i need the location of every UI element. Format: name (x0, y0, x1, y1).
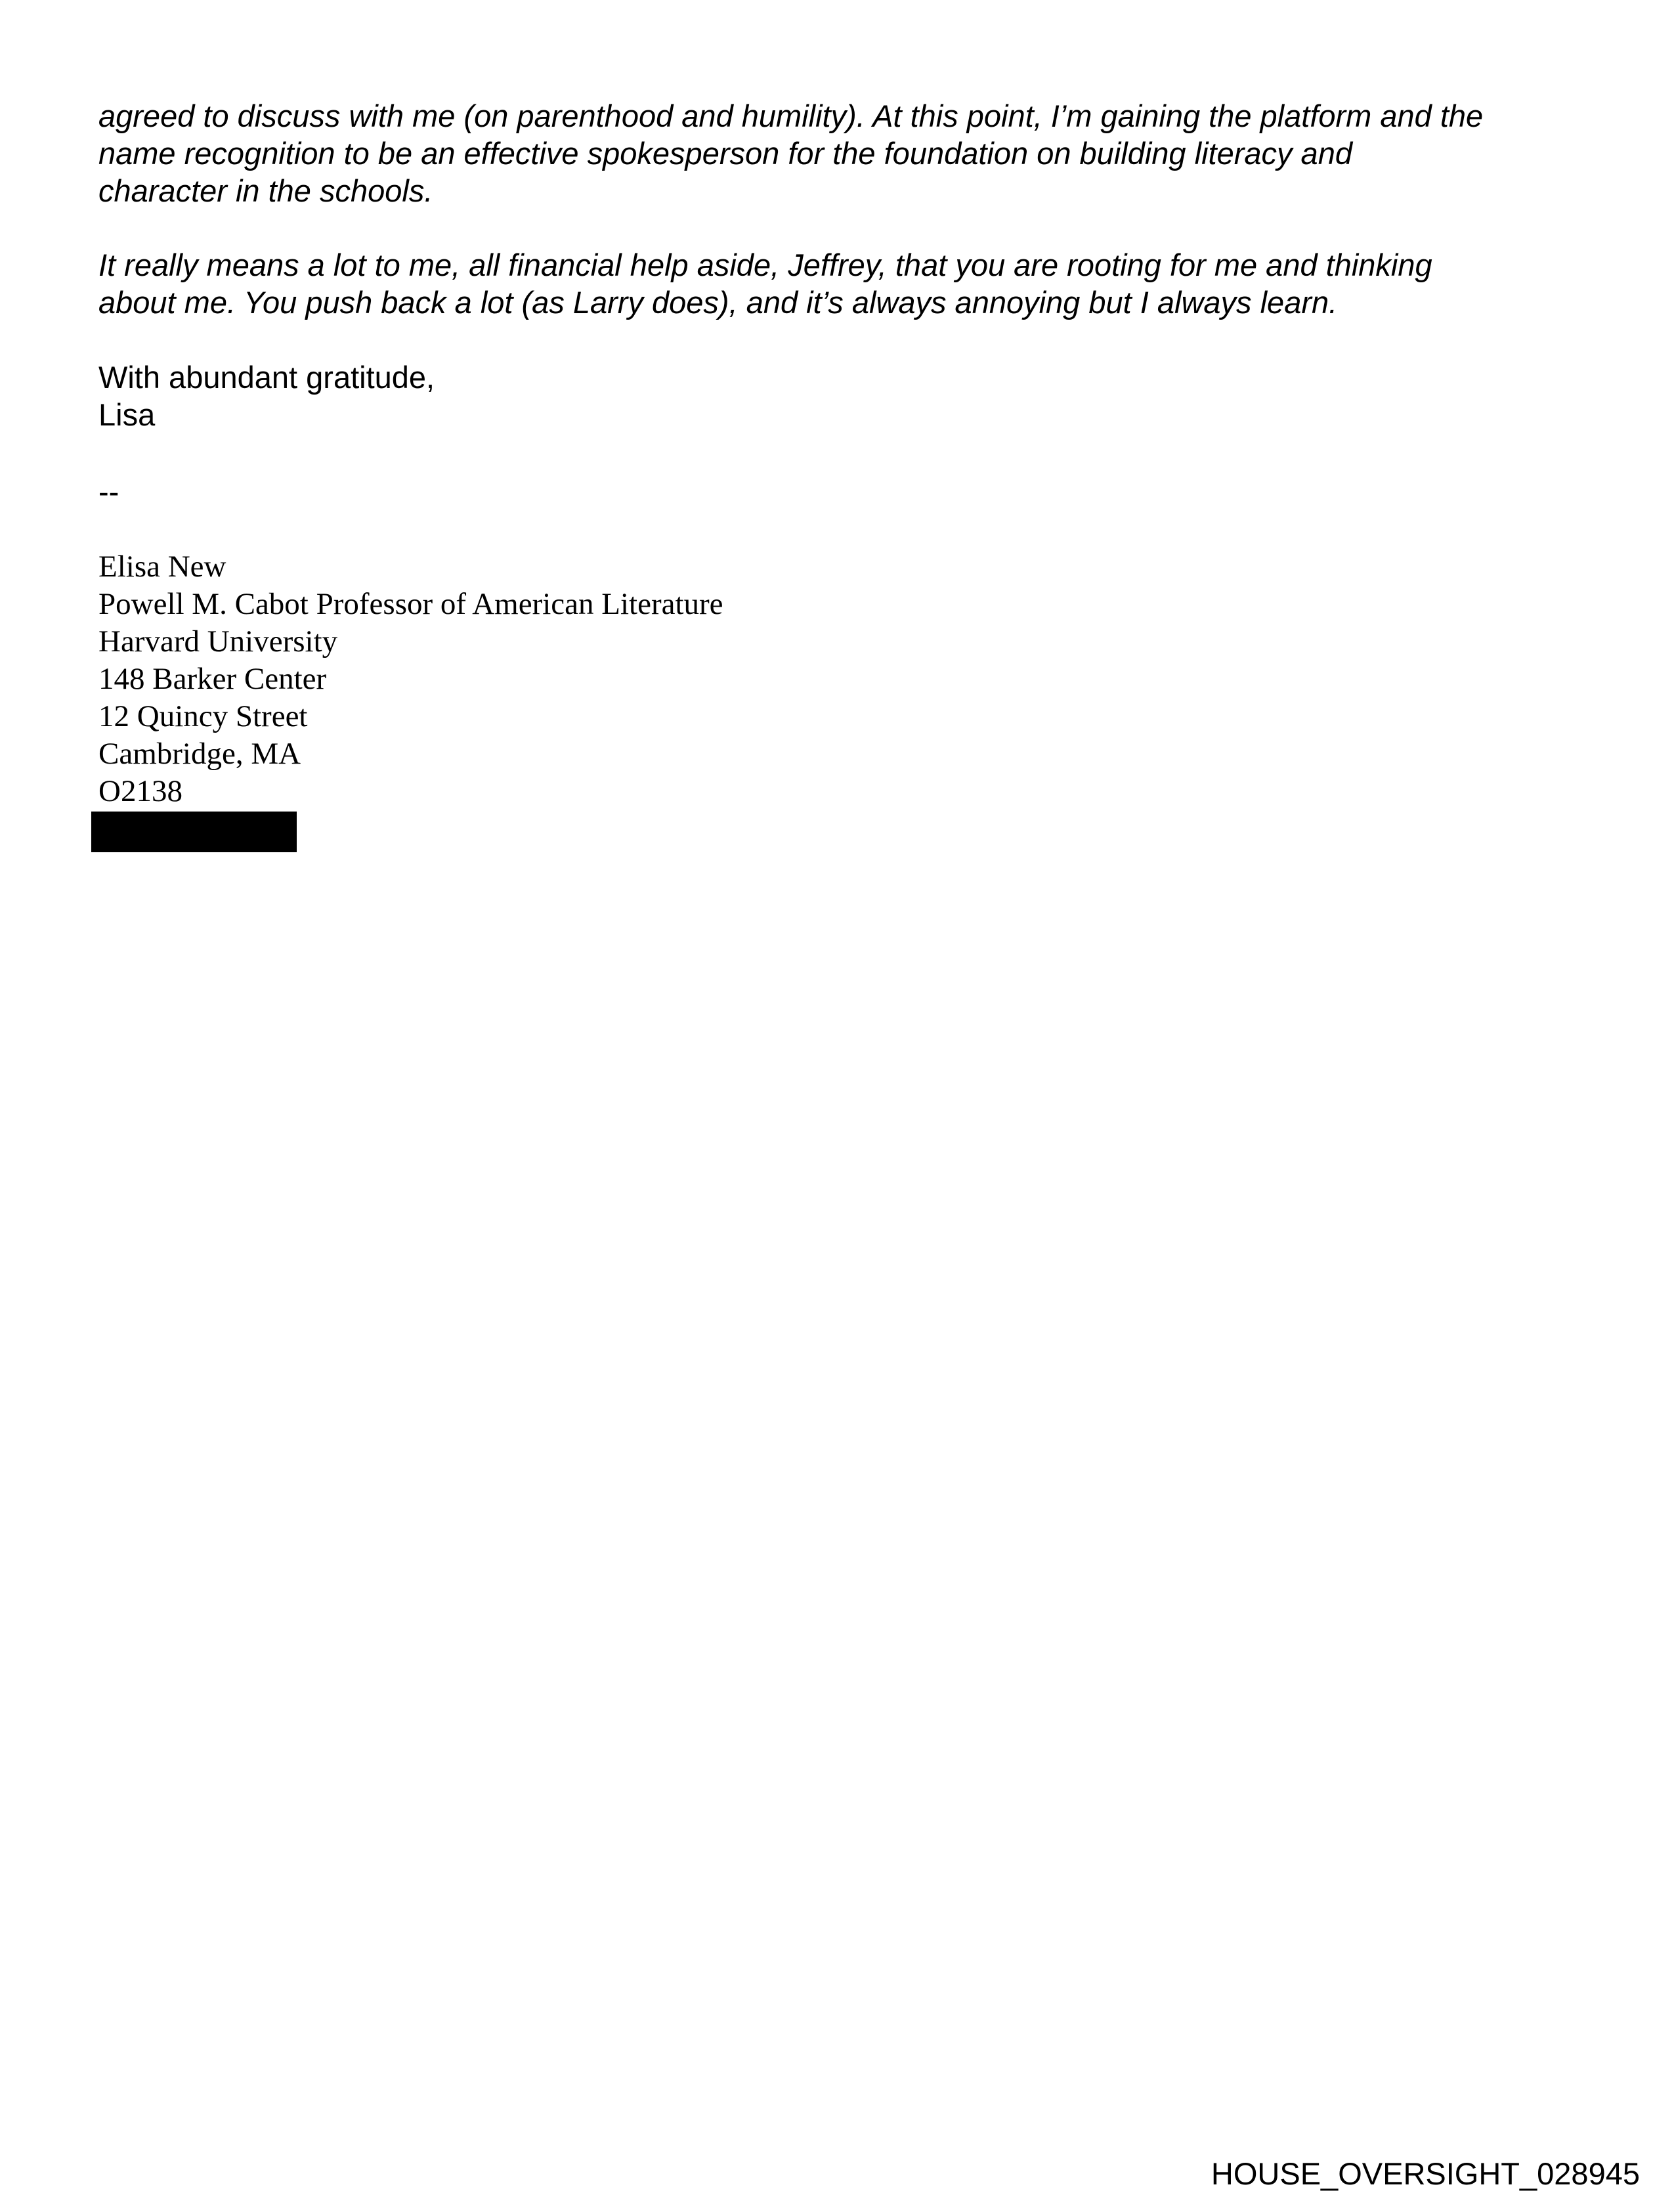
body-paragraph-1 (98, 97, 1608, 209)
body-line: agreed to discuss with me (on parenthood and humility). At this point, I’m gaining the platform and the (98, 98, 1484, 133)
body-line: about me. You push back a lot (as Larry does), and it’s always annoying but I always learn. (98, 285, 1338, 320)
signature-city: Cambridge, MA (98, 737, 301, 771)
closing-name: Lisa (98, 397, 156, 432)
signature-address-line: 148 Barker Center (98, 662, 327, 696)
bates-number: HOUSE_OVERSIGHT_028945 (1211, 2156, 1640, 2191)
redaction-bar (91, 812, 297, 852)
signature-zip: O2138 (98, 774, 182, 808)
body-paragraph-2 (98, 246, 1608, 321)
signature-title: Powell M. Cabot Professor of American Literature (98, 587, 723, 621)
signature-institution: Harvard University (98, 624, 338, 659)
body-line: character in the schools. (98, 173, 433, 208)
signature-separator: -- (98, 474, 119, 509)
signature-block (98, 548, 723, 810)
body-line: It really means a lot to me, all financial help aside, Jeffrey, that you are rooting for me and thinking (98, 248, 1432, 282)
body-line: name recognition to be an effective spokesperson for the foundation on building literacy and (98, 136, 1352, 171)
signature-street: 12 Quincy Street (98, 699, 308, 733)
signature-name: Elisa New (98, 550, 226, 584)
closing-salutation: With abundant gratitude, (98, 360, 435, 395)
